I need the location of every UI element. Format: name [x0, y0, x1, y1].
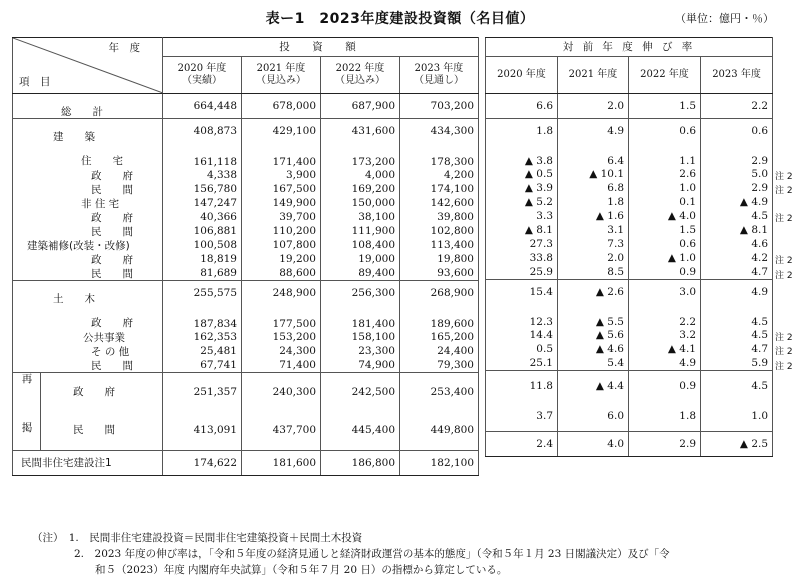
investment-value: 108,400: [321, 238, 400, 252]
table-row: [13, 210, 479, 224]
growth-value: ▲ 10.1: [558, 167, 629, 181]
investment-value: 19,200: [242, 252, 321, 266]
growth-value: 33.8: [486, 251, 558, 265]
investment-value: 678,000: [242, 94, 321, 119]
growth-row: [486, 195, 773, 209]
investment-value: 251,357: [163, 373, 242, 412]
growth-value: 1.5: [629, 94, 701, 119]
investment-value: 81,689: [163, 266, 242, 281]
growth-row: [486, 265, 773, 280]
row-label: 民 間: [91, 226, 133, 238]
growth-value: ▲ 4.6: [558, 342, 629, 356]
table-row: [13, 94, 479, 119]
investment-value: 39,700: [242, 210, 321, 224]
growth-value: 0.6: [629, 119, 701, 144]
table-row: [13, 224, 479, 238]
growth-value: 4.9: [629, 356, 701, 371]
growth-value: 4.9: [701, 280, 773, 305]
investment-value: 181,600: [242, 450, 321, 475]
growth-row: [486, 328, 773, 342]
investment-value: 88,600: [242, 266, 321, 281]
note-marker: 注 2: [775, 214, 793, 224]
row-label: 政 府: [91, 317, 133, 329]
note-marker: 注 2: [775, 361, 793, 372]
growth-value: 2.4: [486, 432, 558, 457]
growth-value: ▲ 1.6: [558, 209, 629, 223]
inv-year-sub: （見通し）: [414, 75, 464, 86]
growth-row: [486, 237, 773, 251]
growth-value: 4.2: [701, 251, 773, 265]
growth-value: 2.2: [701, 94, 773, 119]
growth-value: 8.5: [558, 265, 629, 280]
investment-value: 19,800: [400, 252, 479, 266]
unit-label: （単位：億円・％）: [675, 12, 774, 25]
growth-value: 0.6: [629, 237, 701, 251]
note-marker: 注 2: [775, 172, 793, 182]
growth-value: 2.9: [629, 432, 701, 457]
inv-year-header: [242, 57, 321, 94]
investment-value: 79,300: [400, 358, 479, 373]
growth-row: [486, 342, 773, 356]
table-row: [13, 373, 479, 412]
investment-value: 4,200: [400, 168, 479, 182]
growth-value: ▲ 5.2: [486, 195, 558, 209]
investment-value: 153,200: [242, 330, 321, 344]
table-row: [13, 266, 479, 281]
growth-value: 15.4: [486, 280, 558, 305]
note-marker: 注 2: [775, 333, 793, 343]
growth-value: 3.3: [486, 209, 558, 223]
growth-value: 5.4: [558, 356, 629, 371]
table-row: [13, 168, 479, 182]
inv-year-header: [400, 57, 479, 94]
table-row: [13, 450, 479, 475]
investment-value: 102,800: [400, 224, 479, 238]
investment-value: 149,900: [242, 196, 321, 210]
growth-row: [486, 280, 773, 305]
growth-value: 3.1: [558, 223, 629, 237]
growth-value: ▲ 0.5: [486, 167, 558, 181]
growth-row: [486, 432, 773, 457]
investment-value: 74,900: [321, 358, 400, 373]
note-marker: 注 2: [775, 270, 793, 281]
row-label: 公共事業: [83, 332, 125, 344]
inv-year-sub: （実績）: [182, 75, 222, 86]
growth-table: [485, 37, 773, 457]
investment-value: 177,500: [242, 305, 321, 330]
inv-year-label: 2023 年度: [414, 63, 464, 74]
footnote-1: （注） 1. 民間非住宅建設投資＝民間非住宅建築投資＋民間土木投資: [32, 532, 363, 544]
saikei-label: 再 掲: [20, 373, 33, 447]
growth-value: 2.0: [558, 94, 629, 119]
growth-year-header: 2021 年度: [558, 57, 629, 94]
row-label: 民 間: [91, 360, 133, 372]
growth-value: ▲ 2.5: [701, 432, 773, 457]
growth-value: ▲ 8.1: [701, 223, 773, 237]
investment-value: 25,481: [163, 344, 242, 358]
growth-value: 4.5: [701, 328, 773, 342]
investment-table: [12, 37, 479, 476]
growth-value: 1.8: [486, 119, 558, 144]
growth-value: 4.6: [701, 237, 773, 251]
table-row: [13, 196, 479, 210]
table-row: [13, 330, 479, 344]
growth-value: 4.5: [701, 371, 773, 402]
inv-year-label: 2021 年度: [256, 63, 306, 74]
growth-value: 4.5: [701, 209, 773, 223]
investment-value: 268,900: [400, 281, 479, 306]
growth-value: 1.8: [558, 195, 629, 209]
row-label: 民間非住宅建設注1: [21, 456, 112, 469]
growth-value: 2.9: [701, 143, 773, 167]
growth-value: 14.4: [486, 328, 558, 342]
investment-value: 150,000: [321, 196, 400, 210]
growth-value: 4.7: [701, 342, 773, 356]
growth-value: 6.6: [486, 94, 558, 119]
row-label: 建築補修(改装・改修): [27, 240, 130, 252]
growth-value: 1.8: [629, 401, 701, 432]
inv-year-label: 2020 年度: [177, 63, 227, 74]
growth-value: ▲ 8.1: [486, 223, 558, 237]
investment-value: 19,000: [321, 252, 400, 266]
growth-value: 4.7: [701, 265, 773, 280]
investment-value: 187,834: [163, 305, 242, 330]
investment-value: 142,600: [400, 196, 479, 210]
investment-value: 93,600: [400, 266, 479, 281]
growth-value: ▲ 3.8: [486, 143, 558, 167]
growth-value: 11.8: [486, 371, 558, 402]
table-row: [13, 143, 479, 168]
note-marker: 注 2: [775, 347, 793, 357]
growth-value: ▲ 4.1: [629, 342, 701, 356]
growth-row: [486, 371, 773, 402]
investment-value: 173,200: [321, 143, 400, 168]
table-row: [13, 358, 479, 373]
table-row: [13, 411, 479, 450]
growth-row: [486, 181, 773, 195]
investment-value: 158,100: [321, 330, 400, 344]
investment-value: 256,300: [321, 281, 400, 306]
investment-value: 67,741: [163, 358, 242, 373]
investment-value: 174,100: [400, 182, 479, 196]
investment-value: 449,800: [400, 411, 479, 450]
growth-row: [486, 119, 773, 144]
investment-value: 703,200: [400, 94, 479, 119]
investment-value: 89,400: [321, 266, 400, 281]
row-label: 建 築: [53, 131, 95, 143]
growth-value: 3.0: [629, 280, 701, 305]
investment-value: 242,500: [321, 373, 400, 412]
table-title: 表ー1 2023年度建設投資額（名目値）: [265, 11, 535, 27]
growth-value: ▲ 2.6: [558, 280, 629, 305]
row-label: 総 計: [61, 106, 103, 118]
investment-value: 171,400: [242, 143, 321, 168]
growth-value: 4.5: [701, 304, 773, 328]
growth-row: [486, 251, 773, 265]
growth-value: 1.0: [701, 401, 773, 432]
growth-value: 6.4: [558, 143, 629, 167]
growth-value: 3.2: [629, 328, 701, 342]
growth-value: ▲ 3.9: [486, 181, 558, 195]
investment-value: 408,873: [163, 119, 242, 144]
investment-value: 71,400: [242, 358, 321, 373]
growth-value: 1.0: [629, 181, 701, 195]
nendo-label: 年 度: [108, 42, 140, 54]
row-label: 民 間: [91, 268, 133, 280]
investment-value: 156,780: [163, 182, 242, 196]
investment-value: 434,300: [400, 119, 479, 144]
growth-value: ▲ 4.0: [629, 209, 701, 223]
table-row: [13, 305, 479, 330]
note-marker: 注 2: [775, 186, 793, 196]
investment-value: 4,338: [163, 168, 242, 182]
investment-value: 165,200: [400, 330, 479, 344]
table-row: [13, 238, 479, 252]
investment-value: 113,400: [400, 238, 479, 252]
growth-value: 2.2: [629, 304, 701, 328]
growth-value: 3.7: [486, 401, 558, 432]
table-row: [13, 281, 479, 306]
investment-value: 687,900: [321, 94, 400, 119]
growth-value: 25.1: [486, 356, 558, 371]
investment-value: 100,508: [163, 238, 242, 252]
growth-year-header: 2023 年度: [701, 57, 773, 94]
investment-value: 110,200: [242, 224, 321, 238]
table-row: [13, 252, 479, 266]
growth-row: [486, 304, 773, 328]
investment-value: 18,819: [163, 252, 242, 266]
investment-value: 39,800: [400, 210, 479, 224]
investment-value: 3,900: [242, 168, 321, 182]
growth-value: 0.6: [701, 119, 773, 144]
growth-value: ▲ 5.6: [558, 328, 629, 342]
row-label: 民 間: [73, 424, 115, 437]
growth-value: 6.8: [558, 181, 629, 195]
table-row: [13, 119, 479, 144]
growth-value: 0.1: [629, 195, 701, 209]
growth-row: [486, 143, 773, 167]
row-label: 非 住 宅: [81, 198, 120, 210]
row-label: 住 宅: [81, 155, 123, 167]
inv-year-header: [321, 57, 400, 94]
growth-value: 0.5: [486, 342, 558, 356]
footnote-2a: 2. 2023 年度の伸び率は，「令和５年度の経済見通しと経済財政運営の基本的態度」（令和５年１月 23 日閣議決定）及び「令: [32, 548, 670, 560]
koumoku-label: 項 目: [19, 76, 51, 88]
investment-value: 167,500: [242, 182, 321, 196]
investment-value: 4,000: [321, 168, 400, 182]
growth-value: 4.0: [558, 432, 629, 457]
investment-value: 445,400: [321, 411, 400, 450]
growth-row: [486, 209, 773, 223]
growth-year-header: 2020 年度: [486, 57, 558, 94]
growth-row: [486, 356, 773, 371]
investment-value: 181,400: [321, 305, 400, 330]
investment-value: 24,400: [400, 344, 479, 358]
investment-value: 186,800: [321, 450, 400, 475]
growth-value: 1.1: [629, 143, 701, 167]
growth-row: [486, 401, 773, 432]
investment-value: 106,881: [163, 224, 242, 238]
growth-value: ▲ 4.4: [558, 371, 629, 402]
row-label: 政 府: [91, 212, 133, 224]
investment-value: 111,900: [321, 224, 400, 238]
inv-year-sub: （見込み）: [256, 75, 306, 86]
investment-value: 169,200: [321, 182, 400, 196]
investment-value: 23,300: [321, 344, 400, 358]
growth-value: 6.0: [558, 401, 629, 432]
growth-value: ▲ 5.5: [558, 304, 629, 328]
row-label: 政 府: [91, 170, 133, 182]
growth-value: 7.3: [558, 237, 629, 251]
investment-value: 24,300: [242, 344, 321, 358]
inv-year-label: 2022 年度: [335, 63, 385, 74]
row-label: そ の 他: [91, 346, 130, 358]
row-label: 民 間: [91, 184, 133, 196]
investment-value: 413,091: [163, 411, 242, 450]
investment-value: 40,366: [163, 210, 242, 224]
investment-value: 161,118: [163, 143, 242, 168]
table-row: [13, 344, 479, 358]
investment-value: 253,400: [400, 373, 479, 412]
corner-header: [13, 38, 163, 94]
footnote-2b: 和５（2023）年度 内閣府年央試算」（令和５年７月 20 日）の指標から算定している。: [32, 564, 508, 576]
investment-value: 162,353: [163, 330, 242, 344]
growth-value: 2.6: [629, 167, 701, 181]
table-row: [13, 182, 479, 196]
investment-value: 189,600: [400, 305, 479, 330]
row-label: 政 府: [73, 386, 115, 399]
inv-year-header: [163, 57, 242, 94]
footnotes: [32, 530, 670, 578]
investment-group-header: 投 資 額: [163, 38, 479, 57]
investment-value: 147,247: [163, 196, 242, 210]
investment-value: 178,300: [400, 143, 479, 168]
investment-value: 664,448: [163, 94, 242, 119]
investment-value: 38,100: [321, 210, 400, 224]
growth-row: [486, 167, 773, 181]
growth-value: 5.0: [701, 167, 773, 181]
growth-value: 5.9: [701, 356, 773, 371]
growth-value: 0.9: [629, 265, 701, 280]
investment-value: 174,622: [163, 450, 242, 475]
growth-value: ▲ 1.0: [629, 251, 701, 265]
growth-value: 1.5: [629, 223, 701, 237]
growth-value: 27.3: [486, 237, 558, 251]
investment-value: 248,900: [242, 281, 321, 306]
investment-value: 240,300: [242, 373, 321, 412]
investment-value: 107,800: [242, 238, 321, 252]
note-marker: 注 2: [775, 256, 793, 266]
investment-value: 431,600: [321, 119, 400, 144]
growth-value: 2.9: [701, 181, 773, 195]
growth-value: 0.9: [629, 371, 701, 402]
inv-year-sub: （見込み）: [335, 75, 385, 86]
growth-row: [486, 94, 773, 119]
growth-group-header: 対 前 年 度 伸 び 率: [486, 38, 773, 57]
growth-value: 4.9: [558, 119, 629, 144]
growth-value: 12.3: [486, 304, 558, 328]
growth-value: ▲ 4.9: [701, 195, 773, 209]
row-label: 政 府: [91, 254, 133, 266]
growth-year-header: 2022 年度: [629, 57, 701, 94]
growth-row: [486, 223, 773, 237]
investment-value: 437,700: [242, 411, 321, 450]
growth-value: 25.9: [486, 265, 558, 280]
row-label: 土 木: [53, 293, 95, 305]
growth-value: 2.0: [558, 251, 629, 265]
investment-value: 429,100: [242, 119, 321, 144]
investment-value: 182,100: [400, 450, 479, 475]
investment-value: 255,575: [163, 281, 242, 306]
